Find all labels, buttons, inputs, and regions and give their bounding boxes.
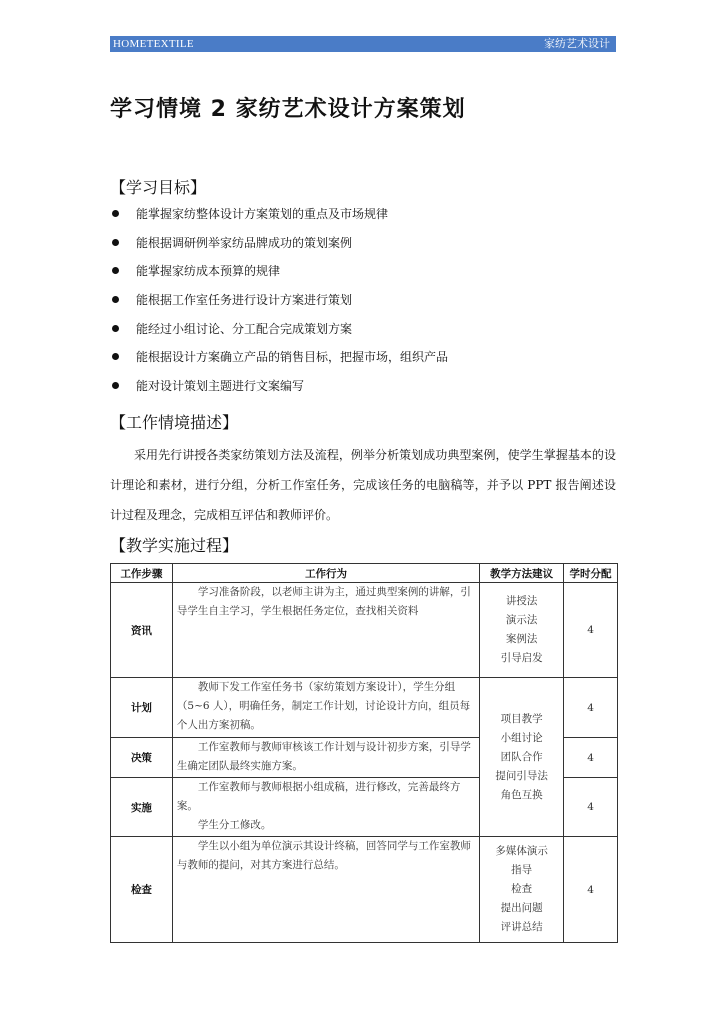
- table-header-row: [111, 564, 618, 583]
- action-cell: 学习准备阶段，以老师主讲为主，通过典型案例的讲解，引导学生自主学习，学生根据任务定位，查找相关资料: [172, 583, 479, 678]
- header-left-text: HOMETEXTILE: [113, 38, 194, 50]
- bullet-icon: [112, 296, 119, 303]
- list-item: 能掌握家纺整体设计方案策划的重点及市场规律: [110, 206, 616, 235]
- hours-cell: 4: [564, 738, 618, 778]
- bullet-icon: [112, 325, 119, 332]
- list-item: 能经过小组讨论、分工配合完成策划方案: [110, 321, 616, 350]
- list-item: 能根据调研例举家纺品牌成功的策划案例: [110, 235, 616, 264]
- column-header: 教学方法建议: [480, 564, 564, 583]
- method-cell: 讲授法 演示法 案例法 引导启发: [480, 583, 564, 678]
- teaching-process-table: [110, 563, 618, 943]
- list-item: 能掌握家纺成本预算的规律: [110, 263, 616, 292]
- bullet-icon: [112, 210, 119, 217]
- action-cell: 工作室教师与教师审核该工作计划与设计初步方案，引导学生确定团队最终实施方案。: [172, 738, 479, 778]
- running-header: [110, 36, 616, 52]
- situation-paragraph: 采用先行讲授各类家纺策划方法及流程，例举分析策划成功典型案例，使学生掌握基本的设计理论和素材，进行分组，分析工作室任务，完成该任务的电脑稿等，并予以 PPT 报告阐述设计过程及理念，完成相互评估和教师评价。: [110, 448, 616, 522]
- column-header: 工作行为: [172, 564, 479, 583]
- action-cell: 教师下发工作室任务书（家纺策划方案设计），学生分组（5~6 人），明确任务，制定工作计划，讨论设计方向，组员每个人出方案初稿。: [172, 678, 479, 738]
- step-cell: 计划: [111, 678, 173, 738]
- step-cell: 资讯: [111, 583, 173, 678]
- table-row: [111, 678, 618, 738]
- bullet-icon: [112, 267, 119, 274]
- list-item: 能根据工作室任务进行设计方案进行策划: [110, 292, 616, 321]
- table-row: [111, 837, 618, 943]
- action-cell: 工作室教师与教师根据小组成稿，进行修改，完善最终方案。 学生分工修改。: [172, 778, 479, 837]
- goals-list: [110, 206, 616, 407]
- hours-cell: 4: [564, 778, 618, 837]
- hours-cell: 4: [564, 583, 618, 678]
- action-cell: 学生以小组为单位演示其设计终稿，回答同学与工作室教师与教师的提问，对其方案进行总结。: [172, 837, 479, 943]
- step-cell: 决策: [111, 738, 173, 778]
- section-heading-goals: 【学习目标】: [110, 178, 207, 197]
- step-cell: 实施: [111, 778, 173, 837]
- header-right-text: 家纺艺术设计: [544, 38, 610, 50]
- column-header: 学时分配: [564, 564, 618, 583]
- hours-cell: 4: [564, 678, 618, 738]
- shared-method-cell: 项目教学 小组讨论 团队合作 提问引导法 角色互换: [480, 678, 564, 837]
- column-header: 工作步骤: [111, 564, 173, 583]
- page-title: 学习情境 2 家纺艺术设计方案策划: [110, 97, 466, 122]
- table-row: [111, 583, 618, 678]
- list-item: 能根据设计方案确立产品的销售目标，把握市场，组织产品: [110, 349, 616, 378]
- bullet-icon: [112, 239, 119, 246]
- list-item: 能对设计策划主题进行文案编写: [110, 378, 616, 407]
- bullet-icon: [112, 382, 119, 389]
- step-cell: 检查: [111, 837, 173, 943]
- bullet-icon: [112, 353, 119, 360]
- method-cell: 多媒体演示 指导 检查 提出问题 评讲总结: [480, 837, 564, 943]
- hours-cell: 4: [564, 837, 618, 943]
- section-heading-process: 【教学实施过程】: [110, 536, 239, 555]
- section-heading-situation: 【工作情境描述】: [110, 413, 239, 432]
